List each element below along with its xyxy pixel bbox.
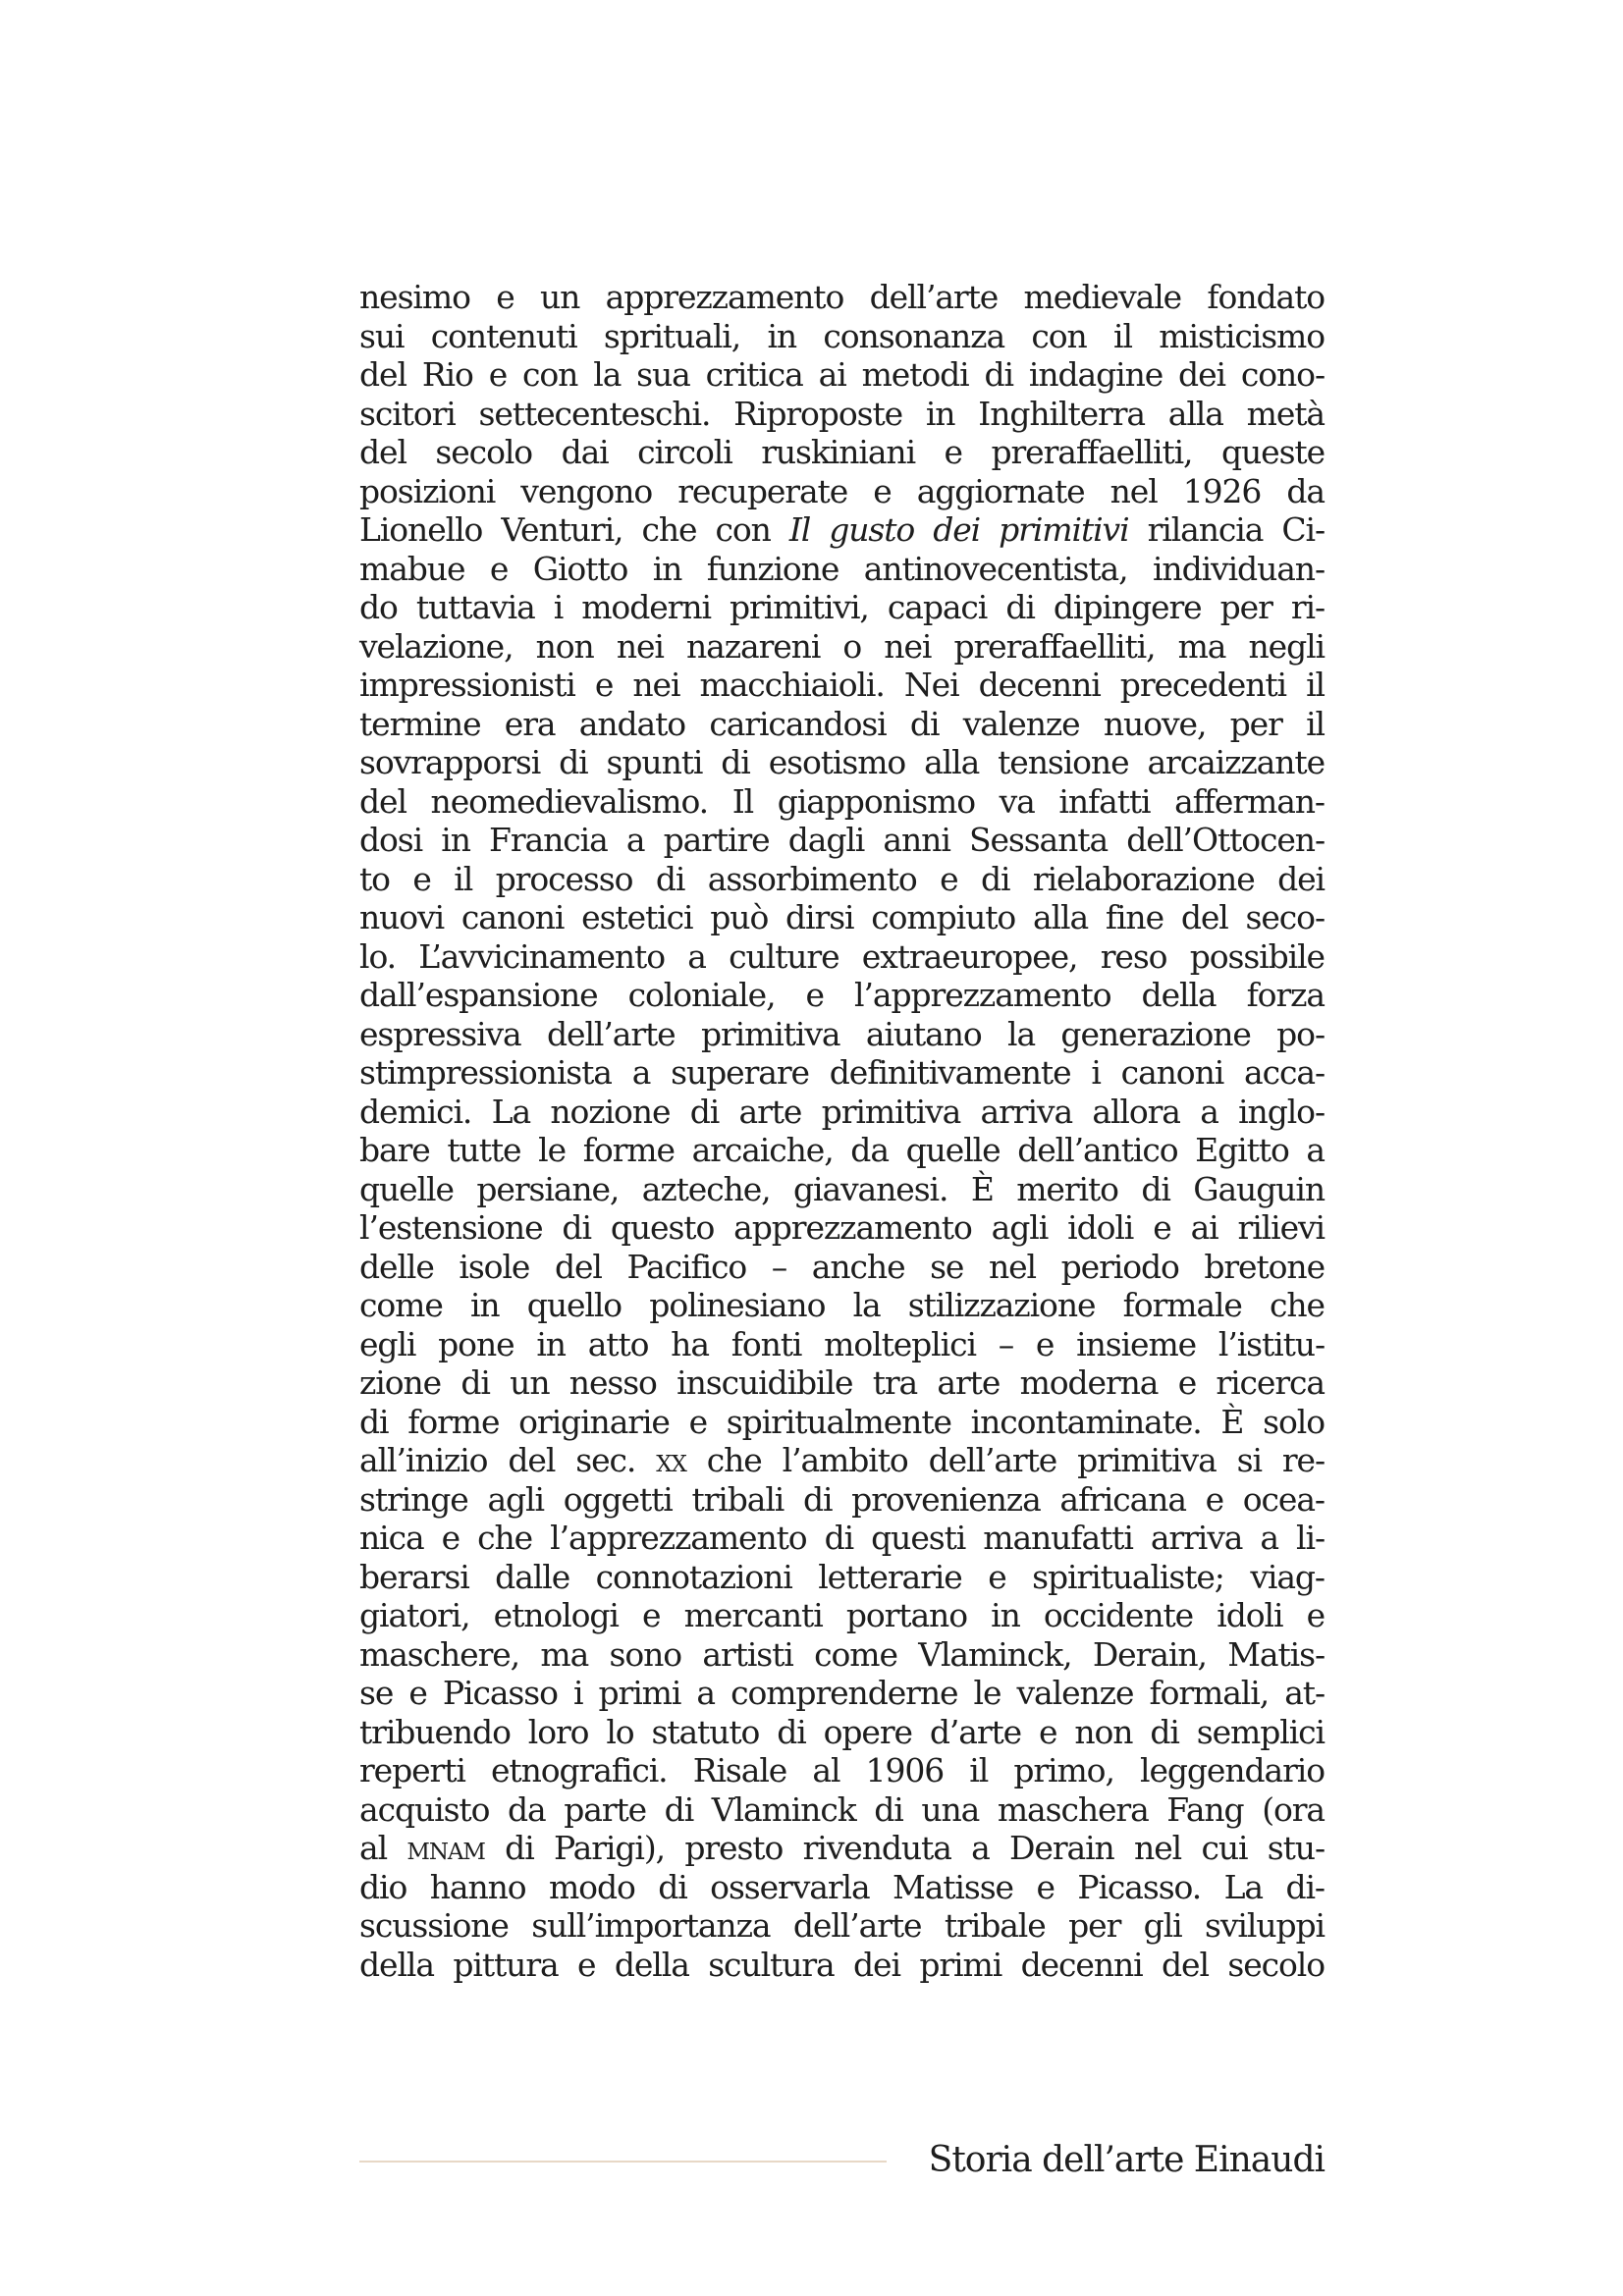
text-line [359, 1131, 1325, 1170]
text-line [359, 1441, 1325, 1480]
text-segment: posizioni vengono recuperate e aggiornate nel 1926 da [359, 471, 1325, 510]
text-line [359, 433, 1325, 472]
text-segment: sovrapporsi di spunti di esotismo alla tensione arcaizzante [359, 743, 1325, 781]
text-segment: reperti etnografici. Risale al 1906 il primo, leggendario [359, 1751, 1325, 1789]
italic-title: Il gusto dei primitivi [788, 510, 1129, 549]
text-segment: do tuttavia i moderni primitivi, capaci di dipingere per ri- [359, 588, 1325, 626]
text-segment: acquisto da parte di Vlaminck di una maschera Fang (ora [359, 1789, 1325, 1829]
text-line [359, 550, 1325, 589]
text-line [359, 1829, 1325, 1868]
text-segment: espressiva dell’arte primitiva aiutano la generazione po- [359, 1014, 1325, 1053]
text-segment: zione di un nesso inscuidibile tra arte moderna e ricerca [359, 1363, 1325, 1402]
text-line [359, 821, 1325, 860]
text-segment: stringe agli oggetti tribali di provenienza africana e ocea- [359, 1479, 1325, 1519]
small-caps-text: xx [656, 1441, 686, 1479]
text-line [359, 1596, 1325, 1635]
text-line [359, 1248, 1325, 1287]
text-segment: del Rio e con la sua critica ai metodi di indagine dei cono- [359, 355, 1325, 394]
text-segment: quelle persiane, azteche, giavanesi. È merito di Gauguin [359, 1169, 1325, 1208]
text-segment: tribuendo loro lo statuto di opere d’arte e non di semplici [359, 1712, 1325, 1751]
text-line [359, 627, 1325, 667]
text-segment: delle isole del Pacifico – anche se nel periodo bretone [359, 1247, 1325, 1286]
text-line [359, 666, 1325, 705]
text-segment: al [359, 1829, 407, 1867]
body-text [359, 278, 1325, 1984]
text-line [359, 278, 1325, 317]
text-segment: berarsi dalle connotazioni letterarie e spiritualiste; viag- [359, 1557, 1325, 1596]
text-segment: nuovi canoni estetici può dirsi compiuto alla fine del seco- [359, 898, 1325, 936]
text-line [359, 1713, 1325, 1752]
text-segment: velazione, non nei nazareni o nei preraffaelliti, ma negli [359, 626, 1325, 666]
text-line [359, 1015, 1325, 1054]
text-segment: Lionello Venturi, che con [359, 510, 789, 549]
text-line [359, 898, 1325, 937]
text-segment: to e il processo di assorbimento e di rielaborazione dei [359, 859, 1325, 898]
text-line [359, 782, 1325, 822]
text-line [359, 743, 1325, 782]
text-segment: termine era andato caricandosi di valenze nuove, per il [359, 704, 1325, 743]
text-segment: l’estensione di questo apprezzamento agli idoli e ai rilievi [359, 1208, 1325, 1247]
text-segment: che l’ambito dell’arte primitiva si re- [685, 1441, 1325, 1479]
text-segment: del neomedievalismo. Il giapponismo va infatti afferman- [359, 781, 1325, 821]
text-line [359, 1480, 1325, 1520]
text-segment: dio hanno modo di osservarla Matisse e Picasso. La di- [359, 1867, 1325, 1906]
text-segment: giatori, etnologi e mercanti portano in occidente idoli e [359, 1596, 1325, 1634]
text-segment: lo. L’avvicinamento a culture extraeuropee, reso possibile [359, 936, 1325, 976]
text-line [359, 1325, 1325, 1364]
text-segment: maschere, ma sono artisti come Vlaminck, Derain, Matis- [359, 1634, 1325, 1674]
text-line [359, 317, 1325, 356]
text-segment: di forme originarie e spiritualmente incontaminate. È solo [359, 1402, 1325, 1441]
footer-label: Storia dell’arte Einaudi [928, 2140, 1325, 2180]
text-line [359, 1635, 1325, 1675]
text-line [359, 1093, 1325, 1132]
text-segment: mabue e Giotto in funzione antinovecentista, individuan- [359, 549, 1325, 588]
text-line [359, 1170, 1325, 1209]
text-line [359, 395, 1325, 434]
text-segment: dall’espansione coloniale, e l’apprezzamento della forza [359, 976, 1325, 1014]
text-segment: bare tutte le forme arcaiche, da quelle dell’antico Egitto a [359, 1131, 1325, 1169]
text-line [359, 1363, 1325, 1403]
text-segment: sui contenuti sprituali, in consonanza con il misticismo [359, 316, 1325, 355]
text-line [359, 976, 1325, 1015]
text-line [359, 1906, 1325, 1946]
text-segment: demici. La nozione di arte primitiva arriva allora a inglo- [359, 1092, 1325, 1131]
text-segment: di Parigi), presto rivenduta a Derain nel cui stu- [484, 1829, 1325, 1867]
text-line [359, 1868, 1325, 1907]
text-segment: nica e che l’apprezzamento di questi manufatti arriva a li- [359, 1519, 1325, 1557]
text-segment: dosi in Francia a partire dagli anni Sessanta dell’Ottocen- [359, 821, 1325, 859]
footer-rule [359, 2161, 887, 2163]
text-line [359, 1403, 1325, 1442]
text-line [359, 1751, 1325, 1790]
text-line [359, 1946, 1325, 1985]
text-line [359, 588, 1325, 627]
text-line [359, 1053, 1325, 1093]
text-segment: nesimo e un apprezzamento dell’arte medievale fondato [359, 278, 1325, 316]
text-line [359, 1558, 1325, 1597]
text-segment: come in quello polinesiano la stilizzazione formale che [359, 1286, 1325, 1324]
text-line [359, 1519, 1325, 1558]
small-caps-text: mnam [406, 1829, 485, 1867]
text-segment: all’inizio del sec. [359, 1441, 657, 1479]
text-line [359, 355, 1325, 395]
text-segment: del secolo dai circoli ruskiniani e preraffaelliti, queste [359, 433, 1325, 471]
text-segment: della pittura e della scultura dei primi decenni del secolo [359, 1945, 1325, 1984]
text-segment: scussione sull’importanza dell’arte tribale per gli sviluppi [359, 1906, 1325, 1945]
text-line [359, 1286, 1325, 1325]
text-line [359, 510, 1325, 550]
text-line [359, 860, 1325, 899]
text-line [359, 1208, 1325, 1248]
text-segment: rilancia Ci- [1128, 510, 1325, 549]
text-line [359, 1674, 1325, 1713]
text-segment: impressionisti e nei macchiaioli. Nei decenni precedenti il [359, 666, 1325, 704]
text-line [359, 937, 1325, 977]
text-segment: scitori settecenteschi. Riproposte in Inghilterra alla metà [359, 394, 1325, 433]
text-line [359, 472, 1325, 511]
text-segment: stimpressionista a superare definitivamente i canoni acca- [359, 1053, 1325, 1092]
text-segment: egli pone in atto ha fonti molteplici – e insieme l’istitu- [359, 1324, 1325, 1363]
text-segment: se e Picasso i primi a comprenderne le valenze formali, at- [359, 1674, 1325, 1712]
text-line [359, 705, 1325, 744]
text-line [359, 1790, 1325, 1830]
